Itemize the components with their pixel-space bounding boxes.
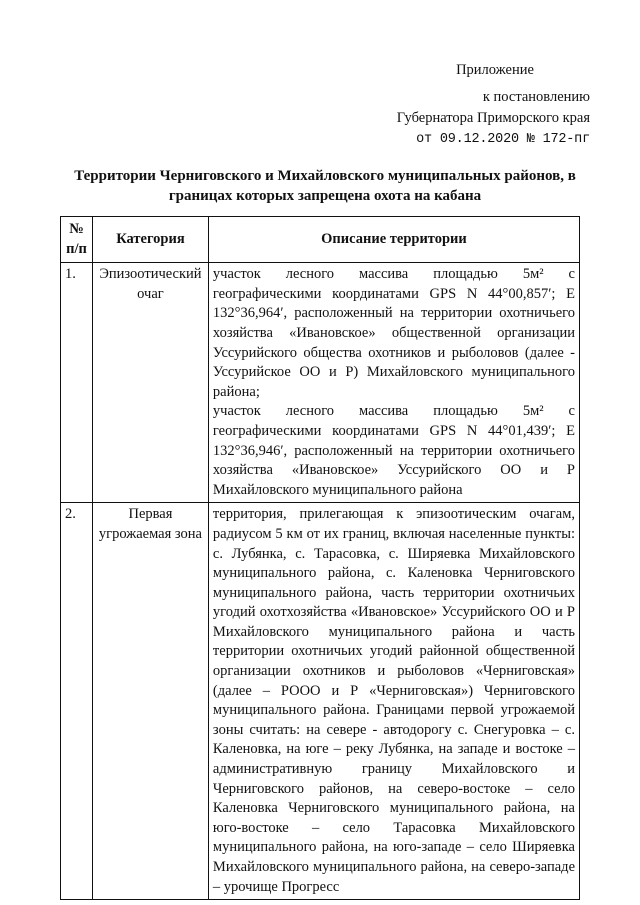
- description-paragraph: участок лесного массива площадью 5м² с географическими координатами GPS N 44°00,857′; E 132°36,964′, расположенный на территории охотничьего хозяйства «Ивановское» общественной организации Уссурийского общества охотников и рыболовов (далее - Уссурийское ОО и Р) Михайловского муниципального района;: [212, 266, 575, 400]
- document-title: Территории Черниговского и Михайловского муниципальных районов, в границах которых запрещена охота на кабана: [74, 168, 576, 204]
- row-description: [208, 503, 579, 900]
- appendix-block: [360, 60, 590, 150]
- appendix-line-1: к постановлению: [482, 89, 590, 105]
- description-paragraph: участок лесного массива площадью 5м² с географическими координатами GPS N 44°01,439′; E 132°36,946′, расположенный на территории охотничьего хозяйства «Ивановское» Уссурийского ОО и Р Михайловского муниципального района: [212, 403, 575, 498]
- row-category: Эпизоотический очаг: [92, 263, 208, 503]
- table-header-row: [61, 217, 580, 263]
- table-row: [61, 263, 580, 503]
- appendix-date-line: от 09.12.2020 № 172-пг: [416, 132, 590, 147]
- row-description: [208, 263, 579, 503]
- header-number: № п/п: [61, 217, 93, 263]
- territory-table: [60, 216, 580, 900]
- row-category: Первая угрожаемая зона: [92, 503, 208, 900]
- row-number: 1.: [61, 263, 93, 503]
- appendix-title: Приложение: [456, 62, 534, 78]
- appendix-line-2: Губернатора Приморского края: [396, 110, 590, 126]
- header-category: Категория: [92, 217, 208, 263]
- table-row: [61, 503, 580, 900]
- description-paragraph: территория, прилегающая к эпизоотическим очагам, радиусом 5 км от их границ, включая населенные пункты: с. Лубянка, с. Тарасовка, с. Ширяевка Михайловского муниципального района, с. Каленовка Черниговского муниципального района, часть территории охотничьих угодий охотхозяйства «Ивановское» Уссурийского ОО и Р Михайловского муниципального района и часть территории охотничьих угодий районной общественной организации охотников и рыболовов «Черниговская» (далее – РООО и Р «Черниговская») Черниговского муниципального района. Границами первой угрожаемой зоны считать: на севере - автодорогу с. Снегуровка – с. Каленовка, на юге – реку Лубянка, на западе и востоке – административную границу Михайловского и Черниговского районов, на северо-востоке – село Каленовка Черниговского муниципального района, на юго-востоке – село Тарасовка Михайловского муниципального района, на юго-западе – село Ширяевка Михайловского муниципального района, на северо-западе – урочище Прогресс: [212, 506, 575, 895]
- header-description: Описание территории: [208, 217, 579, 263]
- row-number: 2.: [61, 503, 93, 900]
